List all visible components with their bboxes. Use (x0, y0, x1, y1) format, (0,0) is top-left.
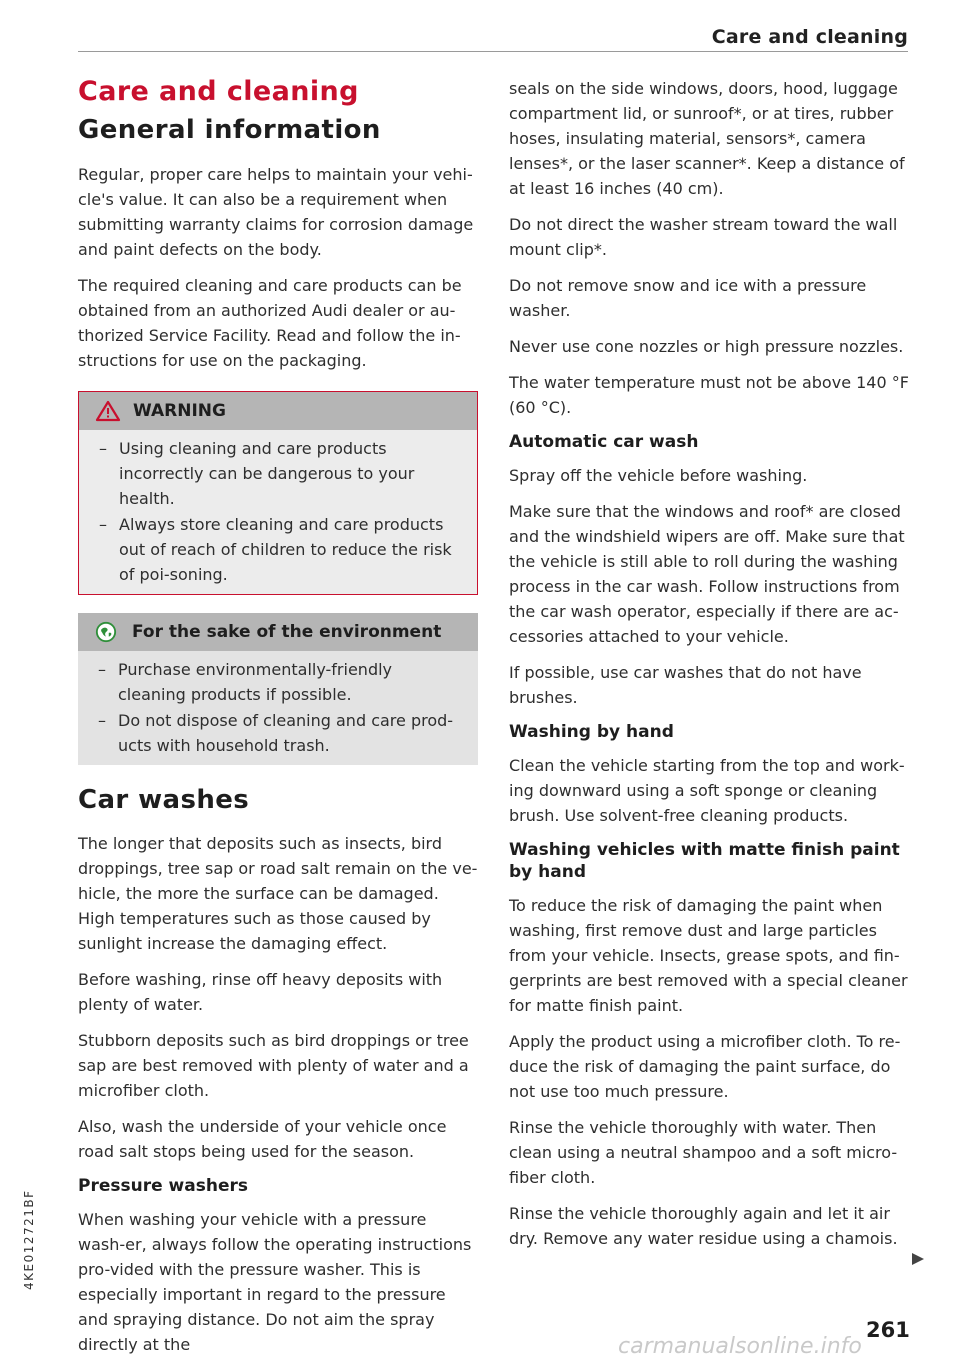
paragraph: Apply the product using a microfiber cloth. To re-duce the risk of damaging the paint surface, do not use too much pressure. (509, 1032, 901, 1101)
header-rule (78, 51, 908, 52)
paragraph: The required cleaning and care products can be obtained from an authorized Audi dealer or au-thorized Service Facility. Read and follow the in-structions for use on the packaging. (78, 276, 462, 370)
paragraph: Clean the vehicle starting from the top and work-ing downward using a soft sponge or cleaning brush. Use solvent-free cleaning products. (509, 756, 905, 825)
washing-by-hand-heading: Washing by hand (509, 722, 674, 742)
environment-globe-icon (94, 621, 120, 643)
paragraph: Before washing, rinse off heavy deposits with plenty of water. (78, 970, 443, 1014)
watermark: carmanualsonline.info (618, 1334, 862, 1359)
car-washes-heading: Car washes (78, 785, 250, 815)
warning-box-body (79, 430, 477, 594)
warning-triangle-icon (95, 400, 121, 422)
page-number: 261 (866, 1318, 910, 1342)
continue-arrow-icon (912, 1253, 924, 1265)
matte-finish-heading: Washing vehicles with matte finish paint by hand (509, 840, 900, 882)
pressure-washers-heading: Pressure washers (78, 1176, 248, 1196)
paragraph: Stubborn deposits such as bird droppings or tree sap are best removed with plenty of water and a microfiber cloth. (78, 1031, 469, 1100)
left-column (78, 74, 478, 1363)
paragraph: Also, wash the underside of your vehicle once road salt stops being used for the season. (78, 1117, 447, 1161)
warning-title: WARNING (133, 401, 226, 421)
paragraph: Make sure that the windows and roof* are closed and the windshield wipers are off. Make sure that the vehicle is still able to roll during the washing process in the car wash. Follow instructions from the car wash operator, especially if there are ac-cessories attached to your vehicle. (509, 502, 905, 646)
warning-box (78, 391, 478, 595)
paragraph: Spray off the vehicle before washing. (509, 466, 808, 485)
list-item: – Purchase environmentally-friendly cleaning products if possible. (98, 660, 393, 704)
paragraph: Regular, proper care helps to maintain your vehi-cle's value. It can also be a requirement when submitting warranty claims for corrosion damage and paint defects on the body. (78, 165, 474, 259)
paragraph: Never use cone nozzles or high pressure nozzles. (509, 337, 904, 356)
environment-box-header (78, 613, 478, 651)
list-item: – Using cleaning and care products incorrectly can be dangerous to your health. (99, 439, 415, 508)
list-item: – Do not dispose of cleaning and care prod-ucts with household trash. (98, 711, 454, 755)
paragraph: Do not remove snow and ice with a pressure washer. (509, 276, 867, 320)
environment-title: For the sake of the environment (132, 622, 442, 642)
chapter-title: Care and cleaning (78, 76, 359, 107)
paragraph: Do not direct the washer stream toward the wall mount clip*. (509, 215, 898, 259)
paragraph: When washing your vehicle with a pressure wash-er, always follow the operating instructions pro-vided with the pressure washer. This is especially important in regard to the pressure and spraying distance. Do not aim the spray directly at the (78, 1210, 472, 1354)
environment-box (78, 613, 478, 765)
document-code: 4KE012721BF (22, 1189, 36, 1290)
running-header-title: Care and cleaning (711, 26, 908, 48)
paragraph: The water temperature must not be above 140 °F (60 °C). (509, 373, 909, 417)
paragraph: Rinse the vehicle thoroughly with water. Then clean using a neutral shampoo and a soft micro-fiber cloth. (509, 1118, 898, 1187)
list-item: – Always store cleaning and care products out of reach of children to reduce the risk of poi-soning. (99, 515, 452, 584)
paragraph: The longer that deposits such as insects, bird droppings, tree sap or road salt remain on the ve-hicle, the more the surface can be damaged. High temperatures such as those caused by sunlight increase the damaging effect. (78, 834, 478, 953)
warning-box-header (79, 392, 477, 430)
automatic-car-wash-heading: Automatic car wash (509, 432, 699, 452)
paragraph: If possible, use car washes that do not have brushes. (509, 663, 862, 707)
right-column (509, 76, 909, 1262)
paragraph: seals on the side windows, doors, hood, luggage compartment lid, or sunroof*, or at tires, rubber hoses, insulating material, sensors*, camera lenses*, or the laser scanner*. Keep a distance of at least 16 inches (40 cm). (509, 79, 905, 198)
environment-box-body (78, 651, 478, 765)
paragraph: Rinse the vehicle thoroughly again and let it air dry. Remove any water residue using a chamois. (509, 1204, 898, 1248)
section-title: General information (78, 115, 381, 145)
paragraph: To reduce the risk of damaging the paint when washing, first remove dust and large particles from your vehicle. Insects, grease spots, and fin-gerprints are best removed with a special cleaner for matte finish paint. (509, 896, 908, 1015)
